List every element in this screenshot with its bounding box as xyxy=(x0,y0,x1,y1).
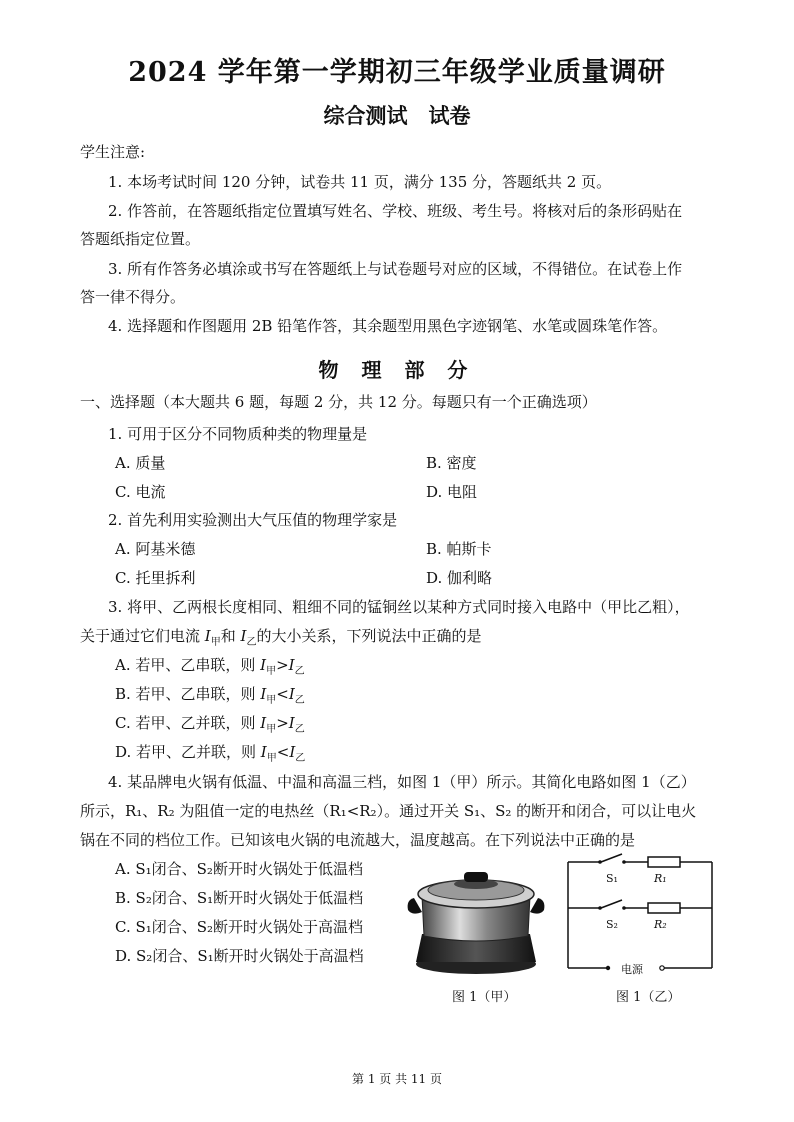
q2-option-c: C. 托里拆利 xyxy=(115,569,196,587)
q3-option-c: C. 若甲、乙并联，则 $I_甲>I_乙$ xyxy=(115,714,305,735)
page-title: 2024 学年第一学期初三年级学业质量调研 xyxy=(128,57,666,88)
q1-option-b: B. 密度 xyxy=(426,454,477,472)
notice-item-4: 4. 选择题和作图题用 2B 铅笔作答，其余题型用黑色字迹钢笔、水笔或圆珠笔作答。 xyxy=(108,317,668,335)
q1-option-d: D. 电阻 xyxy=(426,483,478,501)
q1-stem: 1. 可用于区分不同物质种类的物理量是 xyxy=(108,425,368,443)
figure-caption-jia: 图 1（甲） xyxy=(452,990,517,1005)
q1-option-c: C. 电流 xyxy=(115,483,166,501)
part1-heading: 一、选择题（本大题共 6 题，每题 2 分，共 12 分。每题只有一个正确选项） xyxy=(80,393,597,411)
q2-stem: 2. 首先利用实验测出大气压值的物理学家是 xyxy=(108,511,398,529)
q3-option-d: D. 若甲、乙并联，则 $I_甲<I_乙$ xyxy=(115,743,306,764)
q2-option-a: A. 阿基米德 xyxy=(115,540,196,558)
notice-item-2-cont: 答题纸指定位置。 xyxy=(80,230,201,248)
circuit-diagram xyxy=(560,850,724,978)
q3-stem-line2: 关于通过它们电流 $I_甲$和 $I_乙$的大小关系，下列说法中正确的是 xyxy=(80,627,482,648)
q3-option-b: B. 若甲、乙串联，则 $I_甲<I_乙$ xyxy=(115,685,305,706)
q4-stem-line2: 所示，R₁、R₂ 为阻值一定的电热丝（R₁<R₂）。通过开关 S₁、S₂ 的断开和闭合，可以让电火 xyxy=(80,802,697,820)
label-s1: S₁ xyxy=(606,872,618,885)
q4-option-c: C. S₁闭合、S₂断开时火锅处于高温档 xyxy=(115,918,364,936)
q1-option-a: A. 质量 xyxy=(115,454,166,472)
notice-item-2: 2. 作答前，在答题纸指定位置填写姓名、学校、班级、考生号。将核对后的条形码贴在 xyxy=(108,202,683,220)
q4-stem-line1: 4. 某品牌电火锅有低温、中温和高温三档，如图 1（甲）所示。其简化电路如图 1（乙） xyxy=(108,773,696,791)
notice-heading: 学生注意: xyxy=(80,143,146,161)
notice-item-3: 3. 所有作答务必填涂或书写在答题纸上与试卷题号对应的区域，不得错位。在试卷上作 xyxy=(108,260,683,278)
page-subtitle: 综合测试 试卷 xyxy=(323,103,471,128)
section-title: 物 理 部 分 xyxy=(318,358,476,382)
q3-option-a: A. 若甲、乙串联，则 $I_甲>I_乙$ xyxy=(115,656,305,677)
notice-item-1: 1. 本场考试时间 120 分钟，试卷共 11 页，满分 135 分，答题纸共 2 页。 xyxy=(108,173,612,191)
label-power-source: 电源 xyxy=(621,963,643,976)
q4-option-d: D. S₂闭合、S₁断开时火锅处于高温档 xyxy=(115,947,364,965)
hot-pot-image xyxy=(402,862,550,978)
q2-option-d: D. 伽利略 xyxy=(426,569,493,587)
q2-option-b: B. 帕斯卡 xyxy=(426,540,492,558)
notice-item-3-cont: 答一律不得分。 xyxy=(80,288,186,306)
q4-stem-line3: 锅在不同的档位工作。已知该电火锅的电流越大，温度越高。在下列说法中正确的是 xyxy=(80,831,636,849)
page-footer: 第 1 页 共 11 页 xyxy=(352,1072,442,1086)
label-r1: R₁ xyxy=(654,872,667,885)
figure-caption-yi: 图 1（乙） xyxy=(616,990,681,1005)
q4-option-a: A. S₁闭合、S₂断开时火锅处于低温档 xyxy=(115,860,363,878)
q3-stem-line1: 3. 将甲、乙两根长度相同、粗细不同的锰铜丝以某种方式同时接入电路中（甲比乙粗）， xyxy=(108,598,690,616)
q4-option-b: B. S₂闭合、S₁断开时火锅处于低温档 xyxy=(115,889,364,907)
label-r2: R₂ xyxy=(654,918,667,931)
label-s2: S₂ xyxy=(606,918,618,931)
